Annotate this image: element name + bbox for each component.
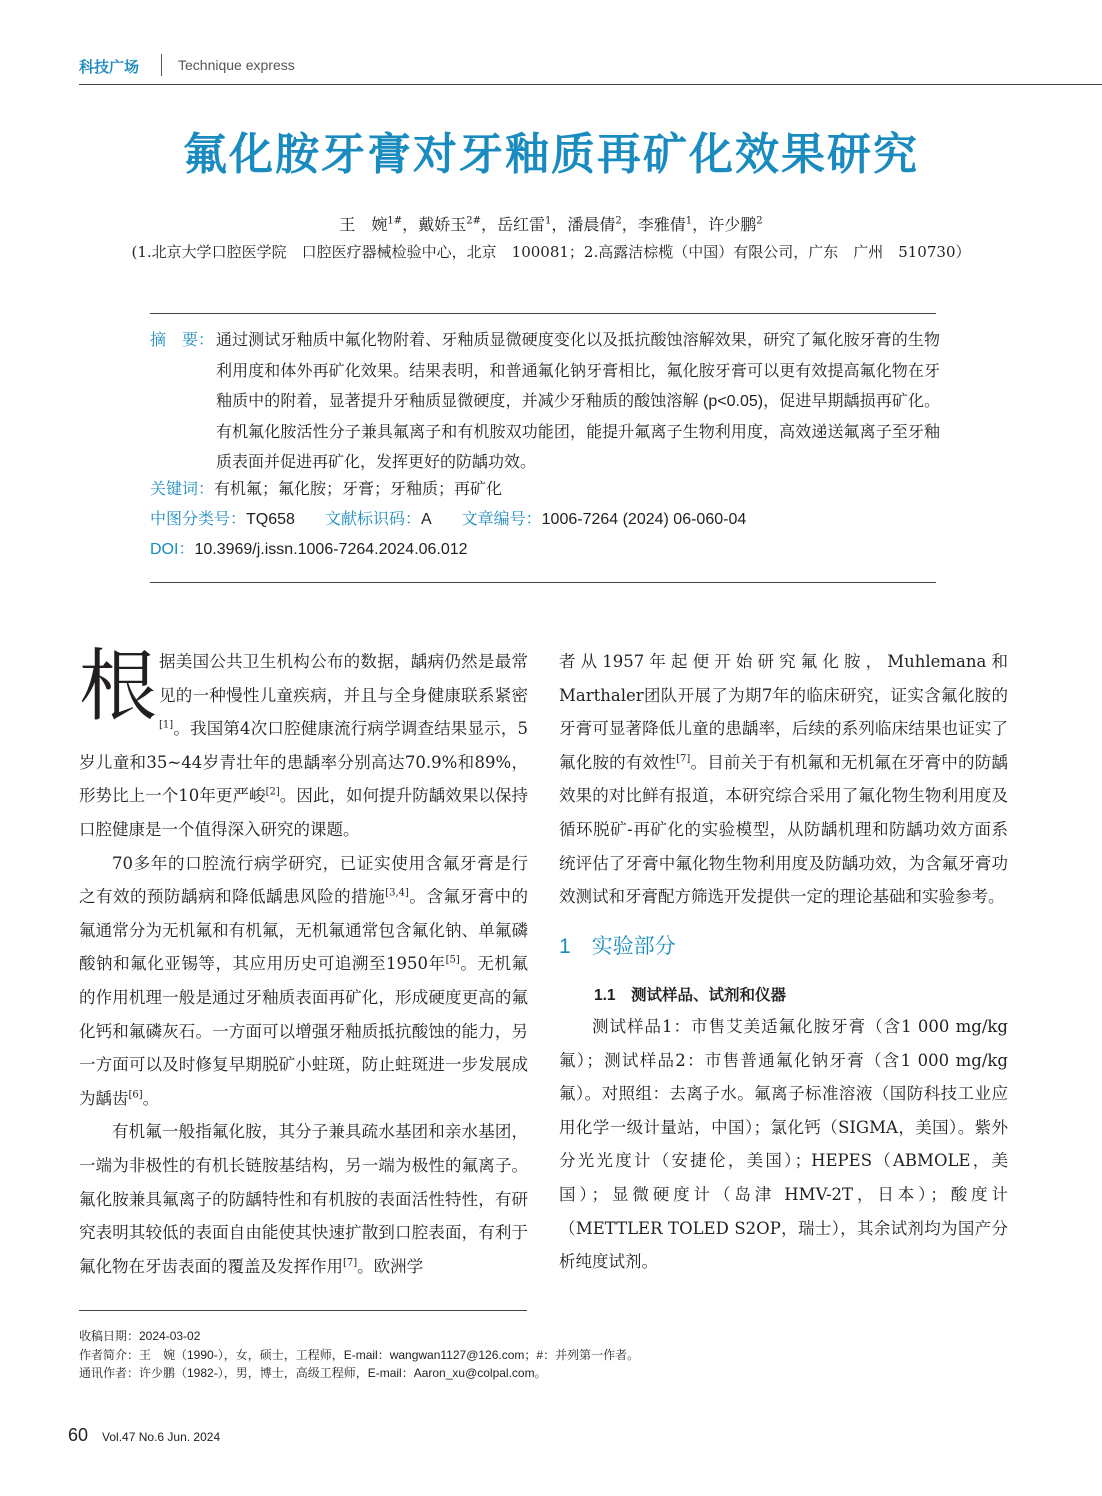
text-run: 70多年的口腔流行病学研究，已证实使用含氟牙膏是行之有效的预防龋病和降低龋患风险的措施	[79, 853, 528, 907]
abstract-label: 摘 要：	[150, 332, 215, 349]
abstract	[150, 326, 940, 479]
subsection-heading: 1.1 测试样品、试剂和仪器	[594, 987, 787, 1004]
author-mark: 2	[756, 215, 763, 227]
doi-link[interactable]: 10.3969/j.issn.1006-7264.2024.06.012	[194, 541, 468, 558]
citation[interactable]: [5]	[445, 954, 460, 966]
author-list: 王 婉$^{1\#}$，戴娇玉$^{2\#}$，岳红雷$^1$，潘晨倩$^2$，李雅倩$^1$，许少鹏$^2$	[339, 215, 763, 234]
header-divider	[161, 54, 162, 76]
text-run: 者从1957年起便开始研究氟化胺，Muhlemana和Marthaler团队开展了为期7年的临床研究，证实含氟化胺的牙膏可显著降低儿童的患龋率，后续的系列临床结果也证实了氟化胺的有效性	[559, 652, 1008, 772]
citation[interactable]: [6]	[128, 1089, 143, 1101]
header-rule	[79, 84, 1102, 85]
text-run: 。含氟牙膏中的氟通常分为无机氟和有机氟，无机氟通常包含氟化钠、单氟磷酸钠和氟化亚锡等，其应用历史可追溯至1950年	[79, 887, 529, 974]
keywords-value: 有机氟；氟化胺；牙膏；牙釉质；再矿化	[214, 481, 503, 498]
text-run: 。因此，如何提升防龋效果以保持口腔健康是一个值得深入研究的课题。	[79, 786, 529, 839]
body-column-right-top	[559, 645, 1008, 914]
text-run: 有机氟一般指氟化胺，其分子兼具疏水基团和亲水基团，一端为非极性的有机长链胺基结构，另一端为极性的氟离子。氟化胺兼具氟离子的防龋特性和有机胺的表面活性特性，有研究表明其较低的表面自由能使其快速扩散到口腔表面，有利于氟化物在牙齿表面的覆盖及发挥作用	[79, 1122, 528, 1276]
text-run: 。目前关于有机氟和无机氟在牙膏中的防龋效果的对比鲜有报道，本研究综合采用了氟化物生物利用度及循环脱矿-再矿化的实验模型，从防龋机理和防龋功效方面系统评估了牙膏中氟化物生物利用度及防龋功效，为含氟牙膏功效测试和牙膏配方筛选开发提供一定的理论基础和实验参考。	[559, 752, 1009, 907]
article-number-label: 文章编号：	[461, 511, 542, 528]
citation[interactable]: [7]	[343, 1257, 358, 1269]
abstract-bottom-rule	[150, 582, 936, 583]
classification	[150, 506, 746, 529]
author: 李雅倩	[637, 215, 686, 234]
page-footer	[68, 1425, 220, 1446]
footnotes	[79, 1327, 639, 1383]
text-run: 据美国公共卫生机构公布的数据，龋病仍然是最常见的一种慢性儿童疾病，并且与全身健康联系紧密	[159, 652, 528, 705]
running-header	[79, 54, 1102, 78]
keywords-label: 关键词：	[150, 481, 215, 498]
author: 许少鹏	[708, 215, 757, 234]
paragraph	[79, 847, 528, 1116]
author-mark: 2	[615, 215, 622, 227]
section-heading: 1 实验部分	[559, 935, 676, 958]
paragraph	[79, 642, 529, 847]
author: 戴娇玉	[418, 215, 467, 234]
doi	[150, 536, 468, 559]
abstract-top-rule	[150, 313, 936, 314]
paragraph	[559, 645, 1008, 914]
section-name: 科技广场	[79, 59, 140, 76]
body-column-left	[79, 642, 529, 1283]
footnote-corresponding: 通讯作者：许少鹏（1982-），男，博士，高级工程师，E-mail：Aaron_xu@colpal.com。	[79, 1366, 547, 1380]
abstract-text: 通过测试牙釉质中氟化物附着、牙釉质显微硬度变化以及抵抗酸蚀溶解效果，研究了氟化胺牙膏的生物利用度和体外再矿化效果。结果表明，和普通氟化钠牙膏相比，氟化胺牙膏可以更有效提高氟化物在牙釉质中的附着，显著提升牙釉质显微硬度，并减少牙釉质的酸蚀溶解 (p<0.05)，促进早期龋损再矿化。有机氟化胺活性分子兼具氟离子和有机胺双功能团，能提升氟离子生物利用度，高效递送氟离子至牙釉质表面并促进再矿化，发挥更好的防龋功效。	[216, 332, 940, 471]
text-run: 。欧洲学	[357, 1256, 424, 1276]
citation[interactable]: [1]	[159, 719, 174, 731]
footnote-author-bio: 作者简介：王 婉（1990-），女，硕士，工程师，E-mail：wangwan1127@126.com；#：并列第一作者。	[79, 1347, 640, 1362]
clc-value: TQ658	[246, 511, 295, 528]
author: 潘晨倩	[567, 215, 616, 234]
footnote-received: 收稿日期：2024-03-02	[79, 1329, 201, 1343]
citation[interactable]: [2]	[265, 786, 280, 798]
page-number: 60	[68, 1425, 89, 1445]
author: 王 婉	[339, 215, 388, 234]
author-mark: 1	[544, 215, 552, 227]
author-mark: 1	[685, 215, 693, 227]
text-run: 。我国第4次口腔健康流行病学调查结果显示，5岁儿童和35~44岁青壮年的患龋率分别高达70.9%和89%，形势比上一个10年更严峻	[79, 719, 528, 806]
author-mark: 1#	[387, 215, 403, 227]
author: 岳红雷	[496, 215, 545, 234]
author-mark: 2#	[466, 215, 481, 227]
clc-label: 中图分类号：	[150, 511, 247, 528]
paragraph	[79, 1115, 528, 1283]
doc-code-label: 文献标识码：	[324, 511, 421, 528]
body-column-right-bottom	[559, 1010, 1008, 1279]
text-run: 。无机氟的作用机理一般是通过牙釉质表面再矿化，形成硬度更高的氟化钙和氟磷灰石。一方面可以增强牙釉质抵抗酸蚀的能力，另一方面可以及时修复早期脱矿小蛀斑，防止蛀斑进一步发展成为龋齿	[79, 954, 529, 1108]
citation[interactable]: [3,4]	[385, 887, 409, 899]
article-title: 氟化胺牙膏对牙釉质再矿化效果研究	[183, 129, 919, 180]
paragraph: 测试样品1：市售艾美适氟化胺牙膏（含1 000 mg/kg氟）；测试样品2：市售普通氟化钠牙膏（含1 000 mg/kg氟）。对照组：去离子水。氟离子标准溶液（国防科技工业应用化学一级计量站，中国）；氯化钙（SIGMA，美国）。紫外分光光度计（安捷伦，美国）；HEPES（ABMOLE，美国）；显微硬度计（岛津 HMV-2T，日本）；酸度计（METTLER TOLED S2OP，瑞士），其余试剂均为国产分析纯度试剂。	[559, 1017, 1008, 1272]
affiliation: (1.北京大学口腔医学院 口腔医疗器械检验中心，北京 100081；2.高露洁棕榄（中国）有限公司，广东 广州 510730）	[131, 243, 971, 261]
section-name-en: Technique express	[178, 57, 295, 73]
citation[interactable]: [7]	[676, 753, 691, 765]
issue-info: Vol.47 No.6 Jun. 2024	[102, 1430, 221, 1444]
drop-cap: 根	[79, 642, 158, 732]
doc-code-value: A	[420, 511, 432, 528]
footnote-rule	[79, 1310, 527, 1311]
article-number-value: 1006-7264 (2024) 06-060-04	[541, 511, 747, 528]
keywords	[150, 476, 502, 499]
text-run: 。	[142, 1088, 160, 1108]
doi-label: DOI：	[150, 541, 195, 558]
